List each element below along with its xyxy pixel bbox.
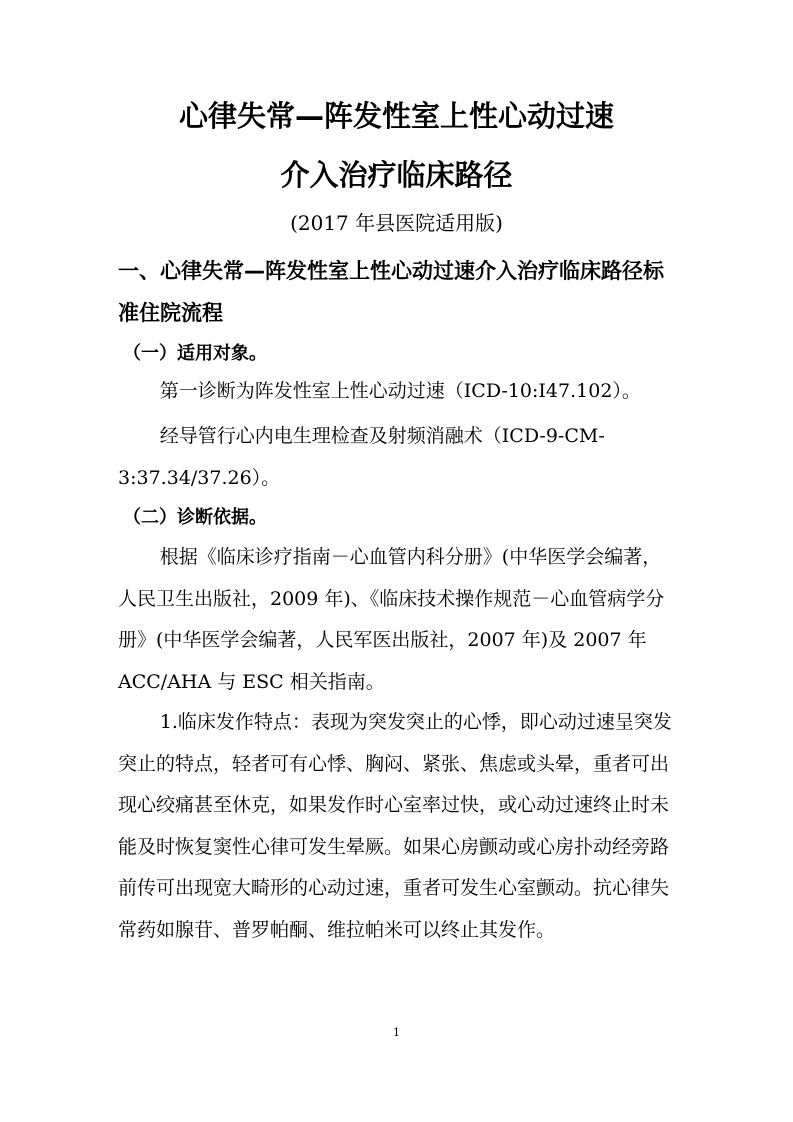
edition-note: (2017 年县医院适用版): [290, 211, 503, 235]
subheading-applicable-subjects: （一）适用对象。: [123, 343, 267, 364]
document-title-line2: 介入治疗临床路径: [280, 158, 513, 192]
page-number: 1: [393, 1026, 400, 1039]
subheading-diagnostic-basis: （二）诊断依据。: [123, 507, 267, 528]
paragraph-guidelines: 根据《临床诊疗指南－心血管内科分册》(中华医学会编著，人民卫生出版社，2009 年)、《临床技术操作规范－心血管病学分册》(中华医学会编著，人民军医出版社，2007 年)及 2007 年 ACC/AHA 与 ESC 相关指南。: [118, 546, 665, 693]
paragraph-first-diagnosis: 第一诊断为阵发性室上性心动过速（ICD-10:I47.102）。: [159, 380, 641, 402]
section-heading: 一、心律失常—阵发性室上性心动过速介入治疗临床路径标准住院流程: [118, 259, 664, 325]
document-title-line1: 心律失常—阵发性室上性心动过速: [178, 99, 614, 133]
paragraph-procedure: 经导管行心内电生理检查及射频消融术（ICD-9-CM-3:37.34/37.26）。: [118, 425, 605, 489]
paragraph-clinical-features: 1.临床发作特点：表现为突发突止的心悸，即心动过速呈突发突止的特点，轻者可有心悸、胸闷、紧张、焦虑或头晕，重者可出现心绞痛甚至休克，如果发作时心室率过快，或心动过速终止时未能及时恢复窦性心律可发生晕厥。如果心房颤动或心房扑动经旁路前传可出现宽大畸形的心动过速，重者可发生心室颤动。抗心律失常药如腺苷、普罗帕酮、维拉帕米可以终止其发作。: [118, 711, 672, 941]
